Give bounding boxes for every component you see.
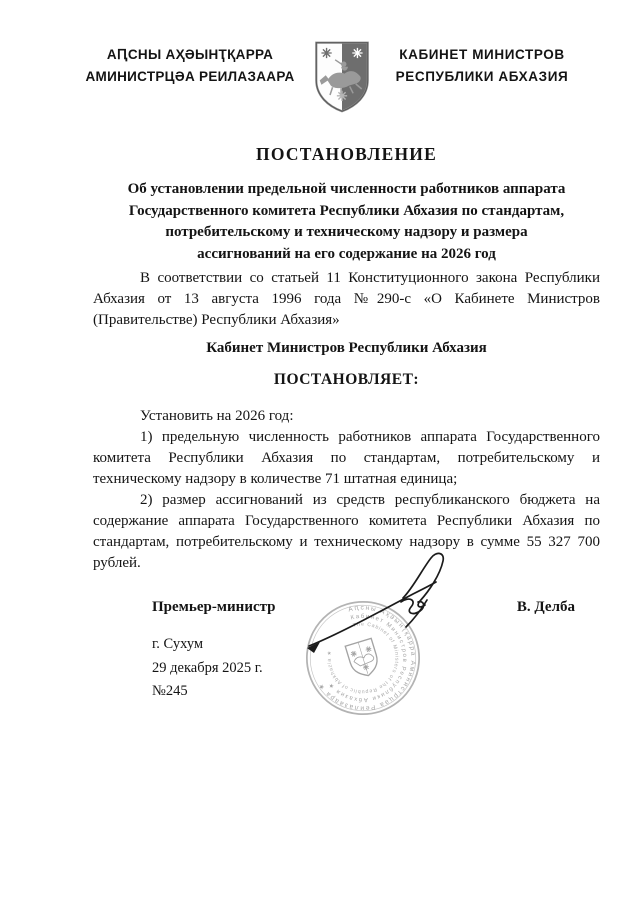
- decree-verb-line: ПОСТАНОВЛЯЕТ:: [273, 371, 420, 388]
- signer-position: Премьер-министр: [152, 599, 276, 615]
- issue-date: 29 декабря 2025 г.: [152, 659, 263, 676]
- letterhead: [0, 42, 640, 122]
- decreeing-body-line: Кабинет Министров Республики Абхазия: [206, 340, 487, 356]
- issue-details: [152, 633, 263, 704]
- resolution-intro: Установить на 2026 год:: [140, 408, 294, 424]
- preamble-paragraph: В соответствии со статьей 11 Конституционного закона Республики Абхазия от 13 августа 1996 года №290-с «О Кабинете Министров (Правительстве) Республики Абхазия»: [93, 270, 600, 328]
- subject-line: потребительскому и техническому надзору и размера: [165, 224, 528, 240]
- resolution-block: [93, 406, 600, 574]
- org-name-abkhaz: [68, 44, 312, 88]
- org-name-abkhaz-line1: АԤСНЫ АҲӘЫНҬҚАРРА: [106, 47, 274, 62]
- issue-city: г. Сухум: [152, 636, 204, 652]
- seal-outer-ring-text: Аԥсны Аҳәынҭқарра Аминистрцәа Реилазаара ★: [316, 604, 417, 712]
- subject-line: Государственного комитета Республики Абхазия по стандартам,: [128, 202, 565, 219]
- resolution-item-2: 2) размер ассигнований из средств республиканского бюджета на содержание аппарата Государственного комитета Республики Абхазия по стандартам, потребительскому и техническому надзору в сумме 55 327 700 рублей.: [93, 492, 600, 571]
- coat-of-arms-icon: [312, 38, 372, 116]
- subject-line: Об установлении предельной численности работников аппарата: [127, 181, 566, 197]
- org-name-russian-line1: КАБИНЕТ МИНИСТРОВ: [399, 47, 565, 62]
- signer-name: В. Делба: [516, 599, 575, 615]
- seal-inner-ring-text: The Cabinet of Ministers of the Republic of Abkhazia ★: [326, 621, 400, 695]
- handwritten-signature: [303, 550, 475, 656]
- document-subject: [93, 179, 600, 265]
- document-title: ПОСТАНОВЛЕНИЕ: [256, 144, 437, 164]
- org-name-abkhaz-line2: АМИНИСТРЦӘА РЕИЛАЗААРА: [85, 69, 295, 84]
- subject-line: ассигнований на его содержание на 2026 год: [197, 245, 496, 262]
- issue-number: №245: [152, 683, 188, 699]
- org-name-russian-line2: РЕСПУБЛИКИ АБХАЗИЯ: [395, 69, 569, 84]
- seal-middle-ring-text: Кабинет Министров Республики Абхазия ★: [327, 613, 408, 703]
- resolution-item-1: 1) предельную численность работников аппарата Государственного комитета Республики Абхазия по стандартам, потребительскому и техническому надзору в количестве 71 штатная единица;: [93, 429, 600, 487]
- org-name-russian: [380, 44, 584, 88]
